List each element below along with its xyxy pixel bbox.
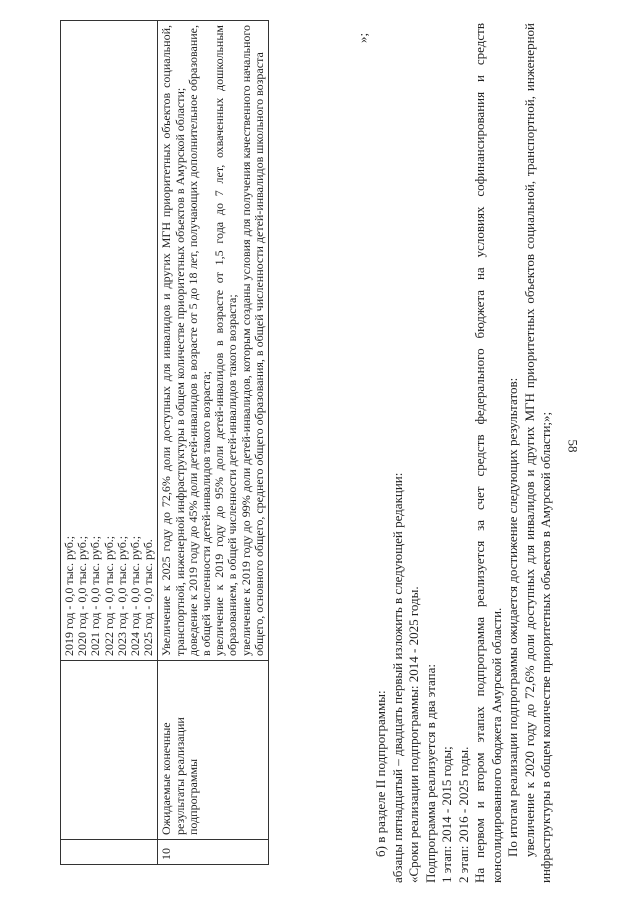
row-number-cell [61,840,158,865]
budget-line: 2022 год - 0,0 тыс. руб.; [101,535,116,656]
result-item: увеличение к 2019 году до 95% доли детей-инвалидов в возрасте от 1,5 года до 7 лет, охваченных дошкольным образованием, в общей численности детей-инвалидов такого возраста; [212,25,240,656]
row-number: 10 [158,840,269,865]
budget-line: 2019 год - 0,0 тыс. руб.; [62,535,76,656]
result-item: доведение к 2019 году до 45% доли детей-инвалидов в возрасте от 5 до 18 лет, получающих дополнительное образование, в общей численности детей-инвалидов такого возраста; [185,25,214,656]
page-number: 58 [565,439,581,453]
paragraph: На первом и втором этапах подпрограмма реализуется за счет средств федерального бюджета на условиях софинансирования и средств консолидированного бюджета Амурской области. [472,23,504,883]
table-row-budget [61,21,158,865]
row-heading-cell [61,661,158,840]
budget-line: 2021 год - 0,0 тыс. руб.; [88,535,103,656]
paragraph: б) в разделе II подпрограммы: [373,690,388,857]
result-item: увеличение к 2019 году до 99% доли детей-инвалидов, которым созданы условия для получения качественного начального общего, основного общего, среднего общего образования, в общей численности детей-инвалидов школьного возраста [238,25,266,656]
budget-line: 2023 год - 0,0 тыс. руб.; [114,535,129,656]
table-row-results [158,21,269,865]
paragraph: 2 этап: 2016 - 2025 годы. [455,746,471,883]
paragraph: абзацы пятнадцатый – двадцать первый изложить в следующей редакции: [389,472,405,883]
table-closing-mark: »; [355,32,370,43]
results-cell [158,21,269,661]
amendment-text [373,23,555,883]
paragraph: По итогам реализации подпрограммы ожидается достижение следующих результатов: [505,377,520,857]
paragraph: увеличение к 2020 году до 72,6% доли доступных для инвалидов и других МГН приоритетных объектов социальной, транспортной, инженерной инфраструктуры в общем количестве приоритетных объектов в Амурской области;»; [521,23,553,883]
paragraph: «Сроки реализации подпрограммы: 2014 - 2025 годы. [406,586,421,883]
result-item: Увеличение к 2025 году до 72,6% доли доступных для инвалидов и других МГН приоритетных объектов социальной, транспортной, инженерной инфраструктуры в общем количестве приоритетных объектов в Амурской области; [159,25,187,656]
paragraph: Подпрограмма реализуется в два этапа: [422,664,438,883]
row-heading: Ожидаемые конечные результаты реализации подпрограммы [158,661,269,840]
paragraph: 1 этап: 2014 - 2015 годы; [439,746,454,883]
budget-cell [61,21,158,661]
budget-line: 2024 год - 0,0 тыс. руб.; [128,535,143,656]
budget-line: 2020 год - 0,0 тыс. руб.; [75,535,90,656]
passport-table [60,20,269,865]
budget-line: 2025 год - 0,0 тыс. руб. [141,539,156,656]
